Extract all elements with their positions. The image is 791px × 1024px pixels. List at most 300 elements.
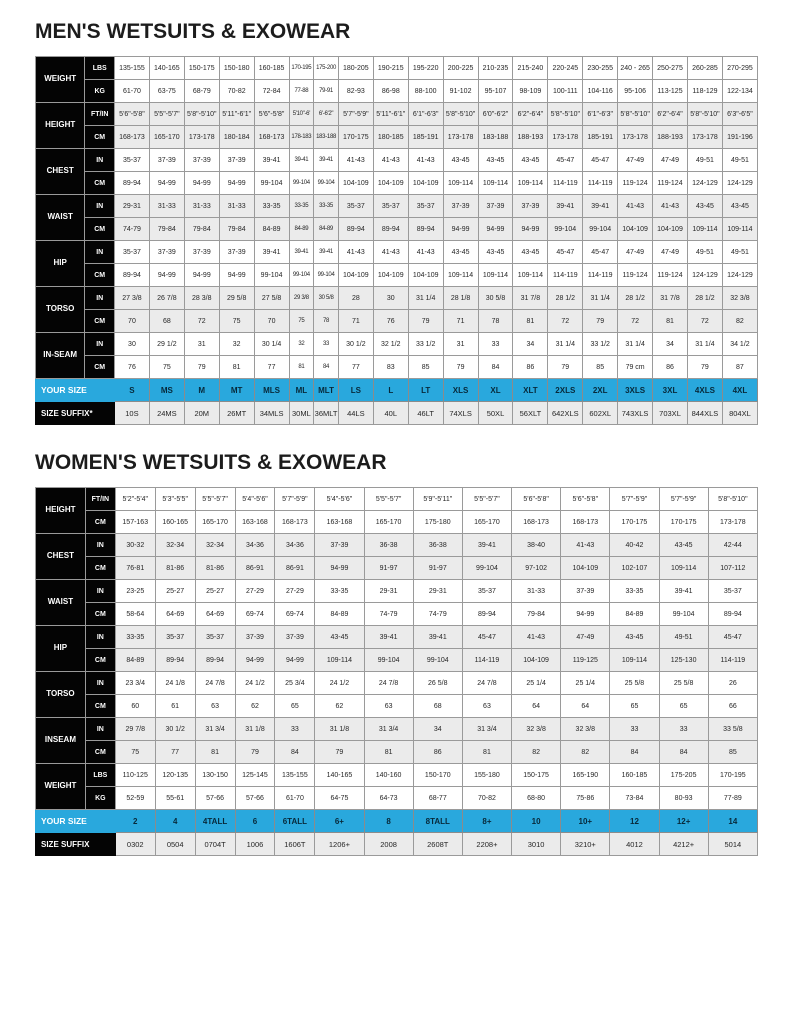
- table-cell: 32-34: [155, 534, 195, 557]
- table-cell: 124-129: [722, 172, 757, 195]
- table-cell: 94-99: [275, 649, 315, 672]
- table-cell: 113-125: [653, 80, 688, 103]
- size-suffix-cell: 3010: [512, 833, 561, 856]
- your-size-cell: 12: [610, 810, 659, 833]
- table-cell: 33 1/2: [583, 333, 618, 356]
- table-cell: 5'5"-5'7": [364, 488, 413, 511]
- table-cell: 27 3/8: [115, 287, 150, 310]
- table-cell: 84: [610, 741, 659, 764]
- table-cell: 6'0"-6'2": [478, 103, 513, 126]
- table-cell: 89-94: [115, 172, 150, 195]
- table-cell: 86: [413, 741, 462, 764]
- table-cell: 37-39: [478, 195, 513, 218]
- unit-label-cm: CM: [85, 356, 115, 379]
- table-cell: 81: [653, 310, 688, 333]
- table-cell: 190-215: [373, 57, 408, 80]
- table-cell: 188-193: [513, 126, 548, 149]
- table-cell: 104-109: [338, 172, 373, 195]
- table-cell: 40-42: [610, 534, 659, 557]
- table-cell: 104-109: [408, 172, 443, 195]
- table-cell: 119-124: [653, 172, 688, 195]
- table-cell: 79: [443, 356, 478, 379]
- table-cell: 49-51: [722, 241, 757, 264]
- table-cell: 41-43: [338, 241, 373, 264]
- table-cell: 180-185: [373, 126, 408, 149]
- table-cell: 35-37: [115, 149, 150, 172]
- table-cell: 31 1/4: [687, 333, 722, 356]
- table-cell: 84: [478, 356, 513, 379]
- table-cell: 60: [115, 695, 155, 718]
- table-cell: 155-180: [462, 764, 511, 787]
- table-cell: 38-40: [512, 534, 561, 557]
- your-size-cell: 2XL: [583, 379, 618, 402]
- your-size-cell: 12+: [659, 810, 708, 833]
- table-cell: 122-134: [722, 80, 757, 103]
- table-cell: 5'8"-5'10": [443, 103, 478, 126]
- size-suffix-cell: 0704T: [195, 833, 235, 856]
- table-cell: 170-175: [610, 511, 659, 534]
- table-cell: 78: [314, 310, 339, 333]
- table-cell: 180-184: [219, 126, 254, 149]
- table-cell: 35-37: [155, 626, 195, 649]
- table-cell: 74-79: [115, 218, 150, 241]
- unit-label-in: IN: [85, 534, 115, 557]
- table-cell: 36-38: [413, 534, 462, 557]
- table-cell: 43-45: [722, 195, 757, 218]
- your-size-cell: 4TALL: [195, 810, 235, 833]
- table-cell: 84-89: [254, 218, 289, 241]
- table-cell: 6'2"-6'4": [513, 103, 548, 126]
- table-cell: 28 1/8: [443, 287, 478, 310]
- table-cell: 140-165: [315, 764, 364, 787]
- table-cell: 33-35: [289, 195, 314, 218]
- size-suffix-cell: 44LS: [338, 402, 373, 425]
- table-cell: 94-99: [219, 264, 254, 287]
- table-cell: 39-41: [413, 626, 462, 649]
- your-size-cell: MS: [149, 379, 184, 402]
- table-cell: 78: [478, 310, 513, 333]
- unit-label-cm: CM: [85, 741, 115, 764]
- table-cell: 37-39: [561, 580, 610, 603]
- table-cell: 84-89: [314, 218, 339, 241]
- your-size-cell: 4XL: [722, 379, 757, 402]
- table-cell: 43-45: [443, 149, 478, 172]
- table-cell: 5'8"-5'10": [687, 103, 722, 126]
- table-cell: 70-82: [462, 787, 511, 810]
- table-cell: 81: [513, 310, 548, 333]
- size-suffix-cell: 46LT: [408, 402, 443, 425]
- table-cell: 61-70: [275, 787, 315, 810]
- table-cell: 85: [408, 356, 443, 379]
- table-cell: 75: [149, 356, 184, 379]
- table-cell: 30: [115, 333, 150, 356]
- table-cell: 79-91: [314, 80, 339, 103]
- table-cell: 77-89: [708, 787, 757, 810]
- table-cell: 89-94: [373, 218, 408, 241]
- table-cell: 66: [708, 695, 757, 718]
- table-cell: 35-37: [708, 580, 757, 603]
- table-cell: 173-178: [443, 126, 478, 149]
- table-cell: 24 1/8: [155, 672, 195, 695]
- row-label-chest: CHEST: [36, 534, 86, 580]
- table-cell: 74-79: [413, 603, 462, 626]
- table-cell: 45-47: [548, 241, 583, 264]
- table-cell: 49-51: [659, 626, 708, 649]
- table-cell: 85: [583, 356, 618, 379]
- table-cell: 45-47: [583, 241, 618, 264]
- table-cell: 180-205: [338, 57, 373, 80]
- table-cell: 99-104: [548, 218, 583, 241]
- size-suffix-cell: 4012: [610, 833, 659, 856]
- table-cell: 88-100: [408, 80, 443, 103]
- table-cell: 210-235: [478, 57, 513, 80]
- table-cell: 31: [184, 333, 219, 356]
- table-cell: 75: [219, 310, 254, 333]
- table-cell: 79-84: [184, 218, 219, 241]
- table-cell: 37-39: [315, 534, 364, 557]
- table-cell: 81: [195, 741, 235, 764]
- table-cell: 29 3/8: [289, 287, 314, 310]
- table-cell: 119-125: [561, 649, 610, 672]
- table-cell: 41-43: [338, 149, 373, 172]
- table-cell: 5'9"-5'11": [413, 488, 462, 511]
- table-cell: 5'8"-5'10": [548, 103, 583, 126]
- table-cell: 37-39: [149, 149, 184, 172]
- table-cell: 5'6"-5'8": [115, 103, 150, 126]
- table-cell: 170-195: [708, 764, 757, 787]
- table-cell: 33-35: [254, 195, 289, 218]
- size-suffix-label: SIZE SUFFIX: [36, 833, 116, 856]
- table-cell: 37-39: [443, 195, 478, 218]
- table-cell: 79: [315, 741, 364, 764]
- table-cell: 62: [315, 695, 364, 718]
- table-cell: 79: [184, 356, 219, 379]
- table-cell: 27 5/8: [254, 287, 289, 310]
- table-cell: 71: [443, 310, 478, 333]
- table-cell: 26 7/8: [149, 287, 184, 310]
- table-cell: 37-39: [275, 626, 315, 649]
- table-cell: 157-163: [115, 511, 155, 534]
- table-cell: 110-125: [115, 764, 155, 787]
- table-cell: 63: [462, 695, 511, 718]
- table-cell: 63: [195, 695, 235, 718]
- your-size-row: [36, 810, 758, 833]
- table-cell: 109-114: [513, 264, 548, 287]
- table-cell: 79-84: [149, 218, 184, 241]
- table-cell: 173-178: [184, 126, 219, 149]
- unit-label-in: IN: [85, 333, 115, 356]
- unit-label-cm: CM: [85, 264, 115, 287]
- table-cell: 5'11"-6'1": [373, 103, 408, 126]
- table-cell: 57-66: [235, 787, 275, 810]
- table-cell: 30 1/4: [254, 333, 289, 356]
- table-cell: 64-73: [364, 787, 413, 810]
- table-cell: 30: [373, 287, 408, 310]
- table-cell: 33: [314, 333, 339, 356]
- table-cell: 94-99: [184, 172, 219, 195]
- table-cell: 39-41: [364, 626, 413, 649]
- table-cell: 109-114: [513, 172, 548, 195]
- table-cell: 94-99: [315, 557, 364, 580]
- table-cell: 28 1/2: [618, 287, 653, 310]
- table-cell: 45-47: [583, 149, 618, 172]
- table-cell: 165-170: [149, 126, 184, 149]
- table-cell: 82: [722, 310, 757, 333]
- table-cell: 26: [708, 672, 757, 695]
- table-cell: 86: [653, 356, 688, 379]
- table-cell: 61: [155, 695, 195, 718]
- table-cell: 31 7/8: [653, 287, 688, 310]
- table-cell: 39-41: [314, 241, 339, 264]
- table-cell: 104-109: [512, 649, 561, 672]
- table-cell: 81: [219, 356, 254, 379]
- table-cell: 140-160: [364, 764, 413, 787]
- table-cell: 37-39: [184, 241, 219, 264]
- table-cell: 94-99: [443, 218, 478, 241]
- table-cell: 32 3/8: [512, 718, 561, 741]
- table-cell: 58-64: [115, 603, 155, 626]
- table-cell: 150-175: [512, 764, 561, 787]
- size-suffix-cell: 20M: [184, 402, 219, 425]
- table-cell: 36-38: [364, 534, 413, 557]
- table-cell: 5'6"-5'8": [254, 103, 289, 126]
- table-cell: 28 1/2: [548, 287, 583, 310]
- row-label-height: HEIGHT: [36, 488, 86, 534]
- row-label-torso: TORSO: [36, 287, 85, 333]
- table-cell: 39-41: [289, 149, 314, 172]
- table-cell: 109-114: [478, 264, 513, 287]
- table-cell: 79-84: [219, 218, 254, 241]
- table-cell: 97-102: [512, 557, 561, 580]
- table-cell: 35-37: [195, 626, 235, 649]
- table-cell: 84-89: [289, 218, 314, 241]
- unit-label-in: IN: [85, 241, 115, 264]
- table-cell: 5'8"-5'10": [618, 103, 653, 126]
- table-cell: 39-41: [583, 195, 618, 218]
- table-cell: 185-191: [583, 126, 618, 149]
- table-cell: 23-25: [115, 580, 155, 603]
- table-cell: 168-173: [254, 126, 289, 149]
- table-cell: 76-81: [115, 557, 155, 580]
- table-cell: 31 1/8: [235, 718, 275, 741]
- table-cell: 150-180: [219, 57, 254, 80]
- table-cell: 89-94: [462, 603, 511, 626]
- table-cell: 30 5/8: [314, 287, 339, 310]
- table-cell: 39-41: [659, 580, 708, 603]
- table-cell: 68-80: [512, 787, 561, 810]
- table-cell: 65: [275, 695, 315, 718]
- table-cell: 173-178: [548, 126, 583, 149]
- table-cell: 64: [512, 695, 561, 718]
- unit-label-in: IN: [85, 195, 115, 218]
- table-cell: 100-111: [548, 80, 583, 103]
- table-cell: 28 3/8: [184, 287, 219, 310]
- table-cell: 109-114: [315, 649, 364, 672]
- unit-label-cm: CM: [85, 172, 115, 195]
- table-cell: 45-47: [462, 626, 511, 649]
- table-cell: 5'2"-5'4": [115, 488, 155, 511]
- size-suffix-cell: 26MT: [219, 402, 254, 425]
- table-cell: 72: [618, 310, 653, 333]
- size-suffix-row: [36, 402, 758, 425]
- table-cell: 6'3"-6'5": [722, 103, 757, 126]
- table-cell: 98-109: [513, 80, 548, 103]
- row-label-chest: CHEST: [36, 149, 85, 195]
- your-size-cell: LS: [338, 379, 373, 402]
- table-cell: 99-104: [314, 264, 339, 287]
- table-cell: 270-295: [722, 57, 757, 80]
- table-cell: 25 3/4: [275, 672, 315, 695]
- table-cell: 76: [115, 356, 150, 379]
- table-cell: 5'7"-5'9": [338, 103, 373, 126]
- table-cell: 25-27: [155, 580, 195, 603]
- table-cell: 37-39: [184, 149, 219, 172]
- table-cell: 165-170: [195, 511, 235, 534]
- table-cell: 168-173: [275, 511, 315, 534]
- table-cell: 77: [338, 356, 373, 379]
- table-cell: 26 5/8: [413, 672, 462, 695]
- table-cell: 68-77: [413, 787, 462, 810]
- table-cell: 47-49: [653, 149, 688, 172]
- table-cell: 71: [338, 310, 373, 333]
- size-suffix-cell: 5014: [708, 833, 757, 856]
- unit-label-lbs: LBS: [85, 764, 115, 787]
- table-cell: 43-45: [687, 195, 722, 218]
- table-cell: 31-33: [184, 195, 219, 218]
- your-size-cell: L: [373, 379, 408, 402]
- table-cell: 168-173: [561, 511, 610, 534]
- table-cell: 34-36: [235, 534, 275, 557]
- row-label-waist: WAIST: [36, 580, 86, 626]
- size-suffix-cell: 40L: [373, 402, 408, 425]
- table-cell: 99-104: [413, 649, 462, 672]
- table-cell: 240 - 265: [618, 57, 653, 80]
- table-cell: 99-104: [254, 172, 289, 195]
- table-cell: 27-29: [235, 580, 275, 603]
- unit-label-in: IN: [85, 672, 115, 695]
- table-cell: 34 1/2: [722, 333, 757, 356]
- table-cell: 39-41: [548, 195, 583, 218]
- table-cell: 5'7"-5'9": [659, 488, 708, 511]
- table-cell: 32 1/2: [373, 333, 408, 356]
- table-cell: 5'4"-5'6": [315, 488, 364, 511]
- table-cell: 64-69: [195, 603, 235, 626]
- your-size-cell: 6+: [315, 810, 364, 833]
- table-cell: 41-43: [373, 149, 408, 172]
- table-cell: 63-75: [149, 80, 184, 103]
- table-cell: 57-66: [195, 787, 235, 810]
- table-cell: 31 1/4: [548, 333, 583, 356]
- unit-label-kg: KG: [85, 80, 115, 103]
- table-cell: 35-37: [338, 195, 373, 218]
- table-cell: 82-93: [338, 80, 373, 103]
- table-cell: 80-93: [659, 787, 708, 810]
- table-cell: 163-168: [235, 511, 275, 534]
- unit-label-cm: CM: [85, 310, 115, 333]
- table-cell: 125-130: [659, 649, 708, 672]
- table-cell: 5'11"-6'1": [219, 103, 254, 126]
- table-cell: 72: [184, 310, 219, 333]
- table-cell: 47-49: [561, 626, 610, 649]
- table-cell: 68: [413, 695, 462, 718]
- size-suffix-cell: 1006: [235, 833, 275, 856]
- table-cell: 65: [659, 695, 708, 718]
- table-cell: 33-35: [115, 626, 155, 649]
- table-cell: 43-45: [315, 626, 364, 649]
- size-suffix-cell: 2008: [364, 833, 413, 856]
- table-cell: 31 3/4: [462, 718, 511, 741]
- table-cell: 35-37: [462, 580, 511, 603]
- your-size-cell: XL: [478, 379, 513, 402]
- table-cell: 43-45: [513, 241, 548, 264]
- table-cell: 6'1"-6'3": [583, 103, 618, 126]
- table-cell: 140-165: [149, 57, 184, 80]
- table-cell: 260-285: [687, 57, 722, 80]
- size-suffix-cell: 2208+: [462, 833, 511, 856]
- unit-label-cm: CM: [85, 695, 115, 718]
- table-cell: 33 5/8: [708, 718, 757, 741]
- size-suffix-cell: 3210+: [561, 833, 610, 856]
- table-cell: 250-275: [653, 57, 688, 80]
- your-size-cell: LT: [408, 379, 443, 402]
- table-cell: 47-49: [618, 241, 653, 264]
- table-cell: 70: [254, 310, 289, 333]
- table-cell: 5'6"-5'8": [561, 488, 610, 511]
- table-cell: 86-98: [373, 80, 408, 103]
- table-cell: 41-43: [561, 534, 610, 557]
- table-cell: 81-86: [195, 557, 235, 580]
- table-cell: 114-119: [548, 172, 583, 195]
- size-suffix-cell: 56XLT: [513, 402, 548, 425]
- table-cell: 68-79: [184, 80, 219, 103]
- table-cell: 41-43: [408, 149, 443, 172]
- table-cell: 79: [687, 356, 722, 379]
- your-size-cell: S: [115, 379, 150, 402]
- table-cell: 41-43: [373, 241, 408, 264]
- table-cell: 81-86: [155, 557, 195, 580]
- unit-label-in: IN: [85, 287, 115, 310]
- table-cell: 33: [610, 718, 659, 741]
- women-size-table: [35, 487, 758, 856]
- table-cell: 91-97: [413, 557, 462, 580]
- table-cell: 84: [314, 356, 339, 379]
- table-cell: 41-43: [512, 626, 561, 649]
- table-cell: 104-109: [561, 557, 610, 580]
- your-size-label: YOUR SIZE: [36, 379, 115, 402]
- table-cell: 5'8"-5'10": [184, 103, 219, 126]
- table-cell: 109-114: [687, 218, 722, 241]
- table-cell: 29 5/8: [219, 287, 254, 310]
- table-cell: 55-61: [155, 787, 195, 810]
- table-cell: 99-104: [364, 649, 413, 672]
- table-cell: 99-104: [462, 557, 511, 580]
- row-label-in-seam: IN-SEAM: [36, 333, 85, 379]
- size-suffix-label: SIZE SUFFIX*: [36, 402, 115, 425]
- table-cell: 114-119: [548, 264, 583, 287]
- table-cell: 109-114: [659, 557, 708, 580]
- table-cell: 25 5/8: [610, 672, 659, 695]
- table-cell: 89-94: [708, 603, 757, 626]
- unit-label-ft-in: FT/IN: [85, 103, 115, 126]
- size-suffix-cell: 36MLT: [314, 402, 339, 425]
- table-cell: 30 1/2: [155, 718, 195, 741]
- table-cell: 89-94: [195, 649, 235, 672]
- table-cell: 124-129: [687, 264, 722, 287]
- table-cell: 130-150: [195, 764, 235, 787]
- table-cell: 79: [548, 356, 583, 379]
- table-cell: 170-175: [338, 126, 373, 149]
- size-suffix-cell: 804XL: [722, 402, 757, 425]
